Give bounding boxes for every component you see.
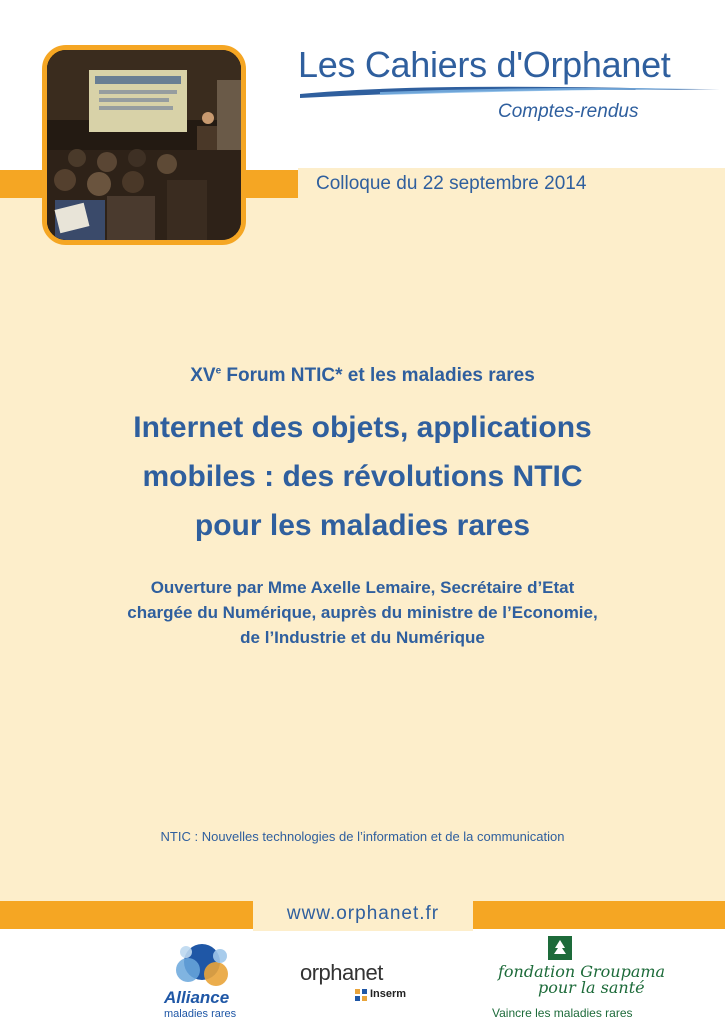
groupama-tree-icon bbox=[548, 936, 572, 960]
main-title-line-1: Internet des objets, applications bbox=[133, 411, 592, 444]
footnote: NTIC : Nouvelles technologies de l’information et de la communication bbox=[160, 829, 565, 844]
forum-superscript: e bbox=[215, 365, 222, 377]
alliance-logo-name: Alliance bbox=[164, 988, 230, 1007]
main-title bbox=[0, 403, 725, 550]
alliance-logo-sub: maladies rares bbox=[164, 1008, 237, 1020]
opening-line-3: de l’Industrie et du Numérique bbox=[240, 628, 485, 647]
opening-line-1: Ouverture par Mme Axelle Lemaire, Secrétaire d’Etat bbox=[150, 578, 575, 597]
opening-line-2: chargée du Numérique, auprès du ministre de l’Economie, bbox=[127, 603, 598, 622]
forum-prefix: XV bbox=[190, 365, 216, 386]
colloque-date: Colloque du 22 septembre 2014 bbox=[316, 173, 587, 194]
forum-heading bbox=[0, 365, 725, 387]
orphanet-logo bbox=[300, 960, 430, 1010]
opening-text bbox=[0, 575, 725, 650]
alliance-logo bbox=[158, 938, 258, 1022]
inserm-mark-icon bbox=[354, 988, 368, 1002]
conference-photo bbox=[42, 45, 246, 245]
content-area bbox=[0, 198, 725, 902]
brand-swoosh-decoration bbox=[300, 84, 720, 100]
groupama-logo bbox=[484, 936, 666, 1022]
main-title-line-3: pour les maladies rares bbox=[194, 509, 531, 542]
groupama-script-line-1: fondation Groupama bbox=[498, 962, 666, 981]
main-title-line-2: mobiles : des révolutions NTIC bbox=[142, 460, 583, 493]
partner-logos bbox=[0, 932, 725, 1024]
groupama-tagline: Vaincre les maladies rares bbox=[492, 1006, 633, 1020]
publication-subtitle: Comptes-rendus bbox=[498, 101, 639, 122]
website-link[interactable]: www.orphanet.fr bbox=[286, 903, 440, 924]
forum-rest: Forum NTIC* et les maladies rares bbox=[221, 365, 535, 386]
groupama-script-line-2: pour la santé bbox=[538, 978, 645, 997]
inserm-logo-name: Inserm bbox=[370, 988, 407, 1000]
publication-title: Les Cahiers d'Orphanet bbox=[298, 44, 671, 85]
groupama-script-name bbox=[498, 964, 665, 996]
orphanet-logo-name: orphanet bbox=[300, 960, 383, 985]
